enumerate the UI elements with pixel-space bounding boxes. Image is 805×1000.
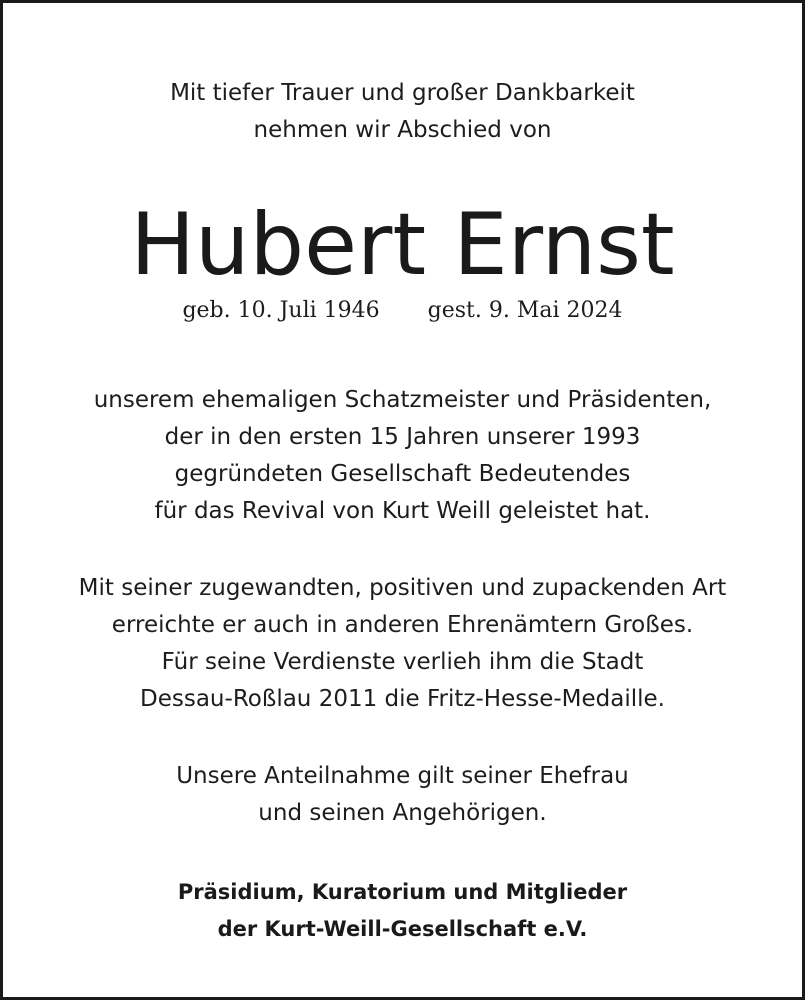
birth-date: geb. 10. Juli 1946 xyxy=(182,298,380,323)
life-dates xyxy=(3,293,802,329)
intro-line-2: nehmen wir Abschied von xyxy=(253,117,552,143)
paragraph2-line-3: Für seine Verdienste verlieh ihm die Stadt xyxy=(161,649,644,675)
paragraph2-line-2: erreichte er auch in anderen Ehrenämtern Großes. xyxy=(111,612,694,638)
paragraph3-line-1: Unsere Anteilnahme gilt seiner Ehefrau xyxy=(176,763,629,789)
signature-line-2: der Kurt-Weill-Gesellschaft e.V. xyxy=(217,917,588,941)
paragraph1-line-3: gegründeten Gesellschaft Bedeutendes xyxy=(174,461,631,487)
signature-line-1: Präsidium, Kuratorium und Mitglieder xyxy=(177,880,628,904)
paragraph3-line-2: und seinen Angehörigen. xyxy=(258,800,547,826)
death-date: gest. 9. Mai 2024 xyxy=(427,298,623,323)
paragraph2-line-4: Dessau-Roßlau 2011 die Fritz-Hesse-Medaille. xyxy=(140,686,665,712)
paragraph1-line-2: der in den ersten 15 Jahren unserer 1993 xyxy=(164,424,641,450)
intro-line-1: Mit tiefer Trauer und großer Dankbarkeit xyxy=(170,80,635,106)
paragraph1-line-1: unserem ehemaligen Schatzmeister und Präsidenten, xyxy=(93,387,712,413)
paragraph1-line-4: für das Revival von Kurt Weill geleistet hat. xyxy=(154,498,651,524)
paragraph2-line-1: Mit seiner zugewandten, positiven und zupackenden Art xyxy=(78,575,727,601)
deceased-name: Hubert Ernst xyxy=(130,195,675,295)
